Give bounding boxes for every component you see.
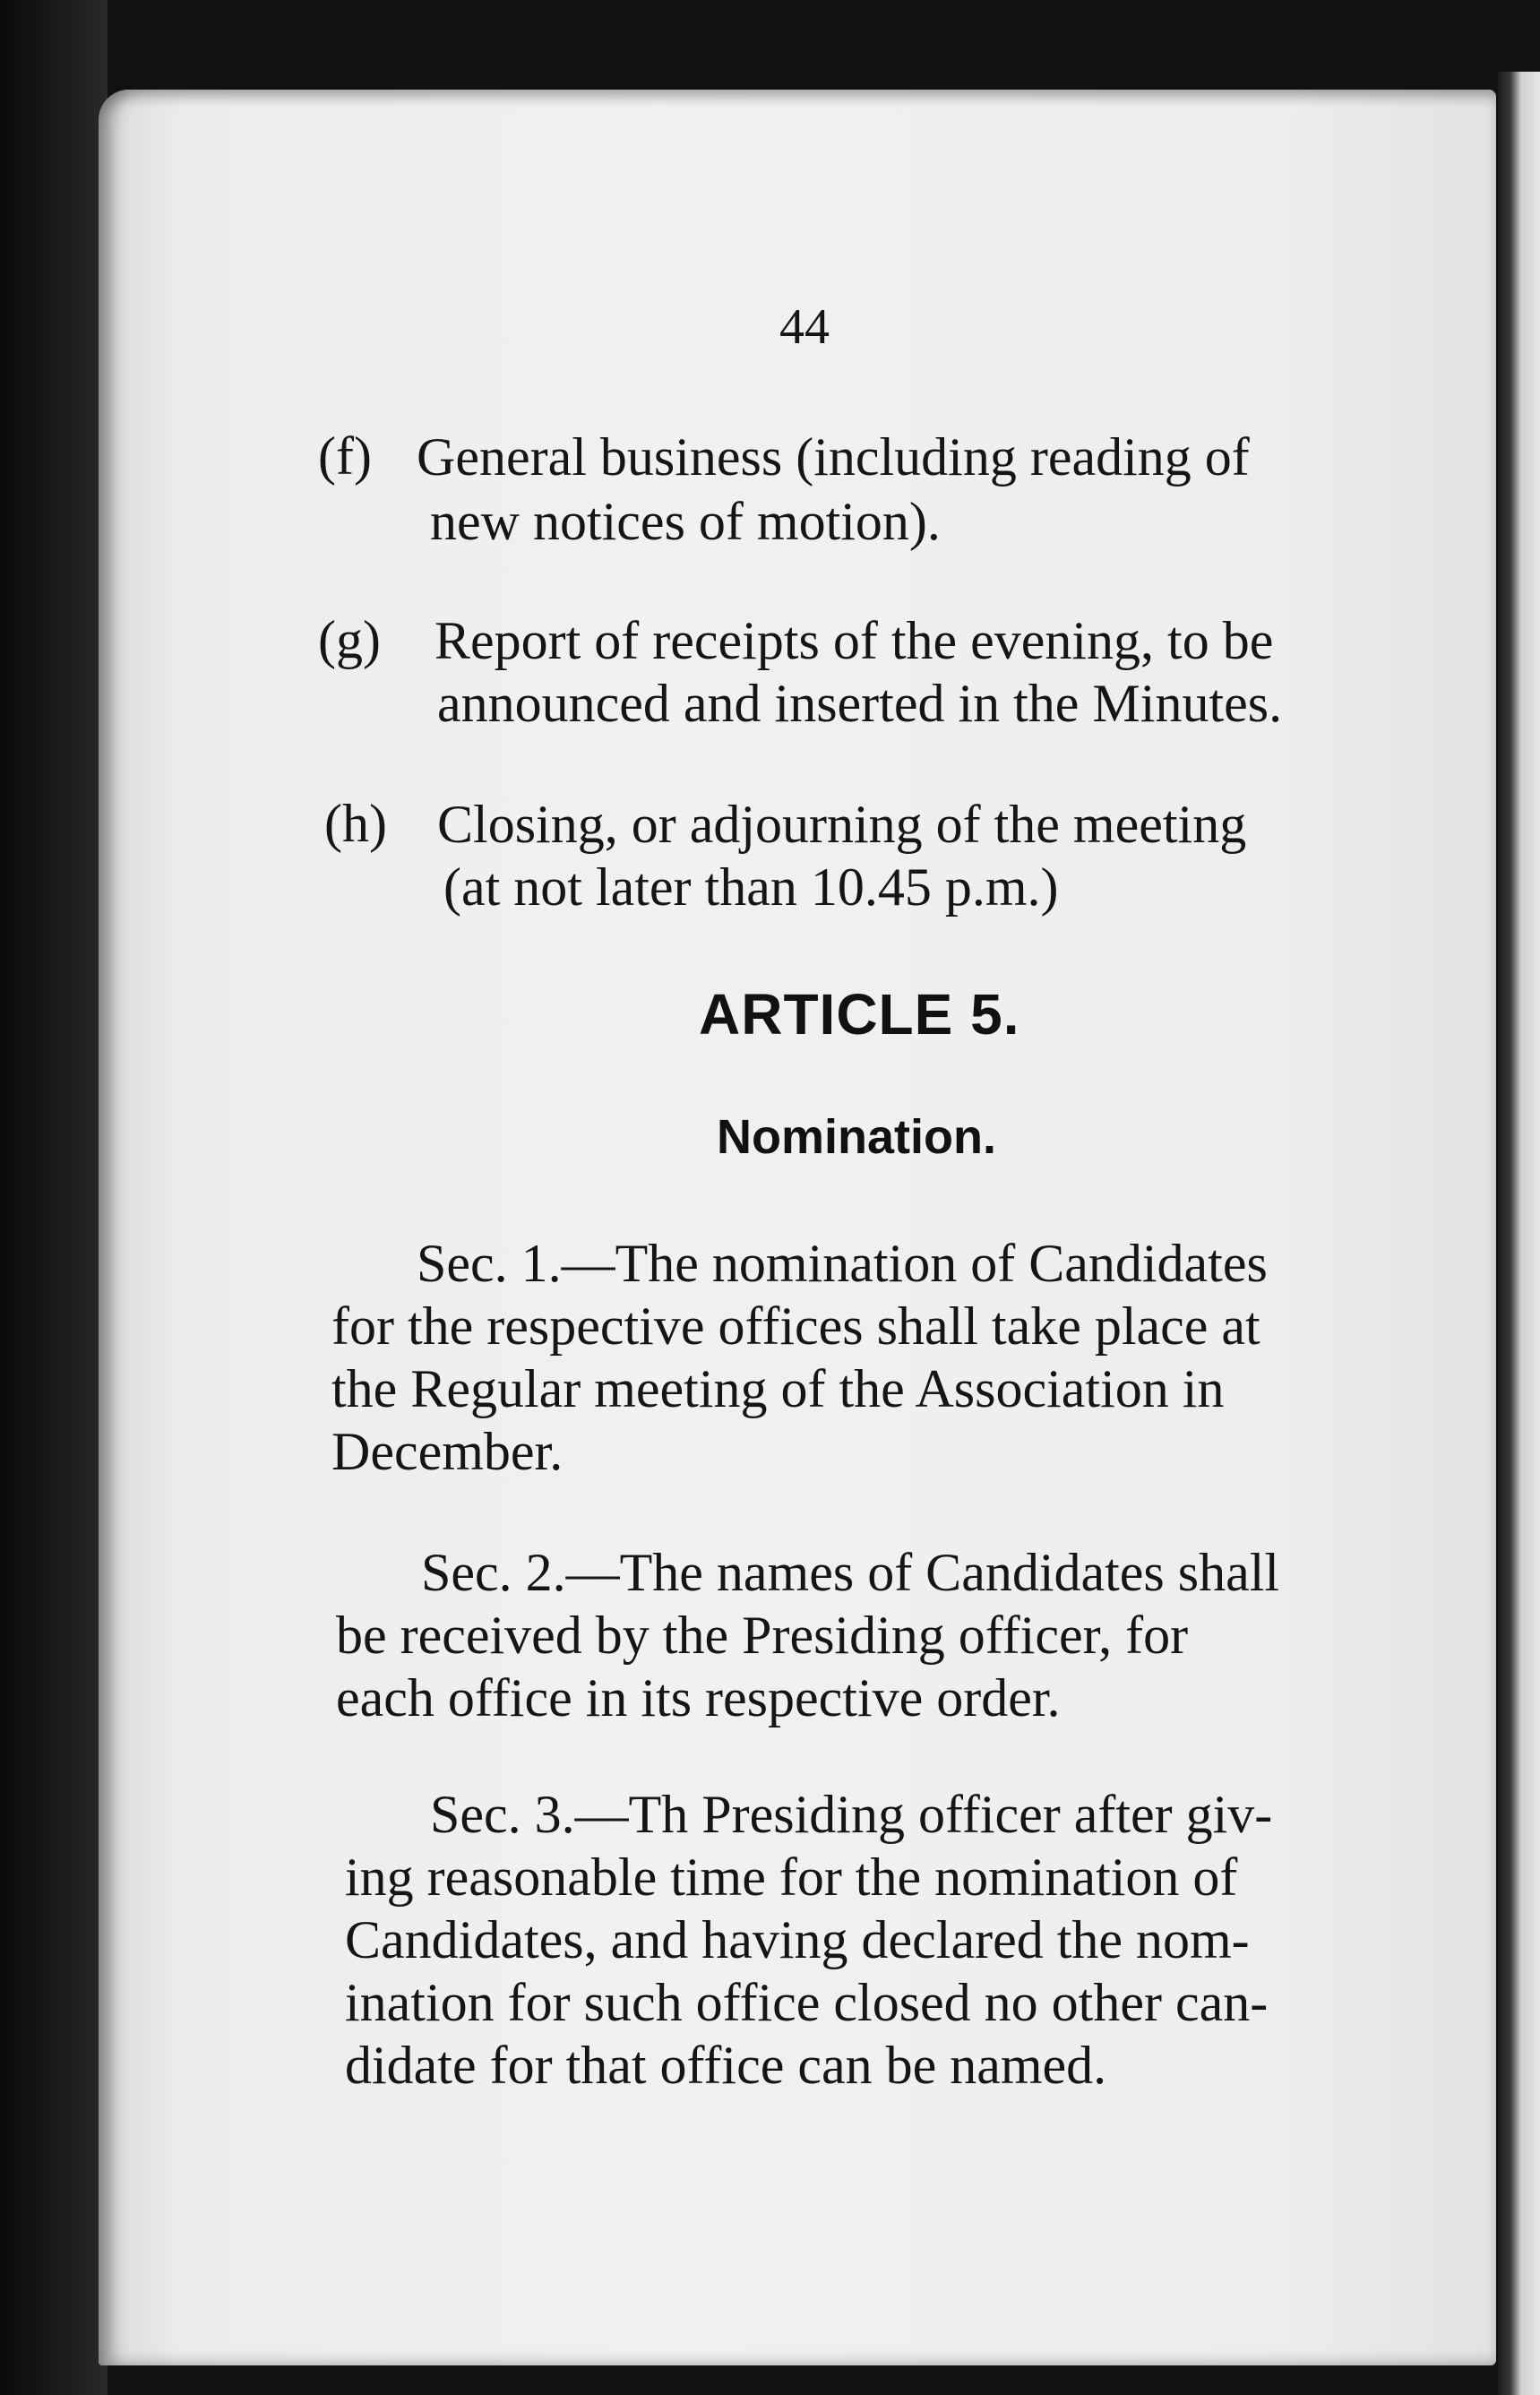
page-number: 44 bbox=[779, 299, 830, 355]
sec-1-line-1: Sec. 1.—The nomination of Candidates bbox=[417, 1234, 1268, 1293]
item-g-line-1: Report of receipts of the evening, to be bbox=[434, 611, 1274, 670]
sec-3-line-5: didate for that office can be named. bbox=[345, 2036, 1107, 2095]
item-h-line-1: Closing, or adjourning of the meeting bbox=[437, 795, 1247, 854]
sec-3-line-1: Sec. 3.—Th Presiding officer after giv- bbox=[430, 1785, 1273, 1844]
sec-1-line-4: December. bbox=[331, 1422, 564, 1481]
item-g-line-2: announced and inserted in the Minutes. bbox=[437, 674, 1283, 733]
sec-3-line-4: ination for such office closed no other can- bbox=[345, 1973, 1269, 2032]
item-marker-h: (h) bbox=[324, 794, 387, 853]
sec-3-line-3: Candidates, and having declared the nom- bbox=[345, 1910, 1250, 1969]
item-h-line-2: (at not later than 10.45 p.m.) bbox=[443, 857, 1059, 917]
item-marker-f: (f) bbox=[318, 426, 372, 486]
sec-1-line-2: for the respective offices shall take place at bbox=[331, 1297, 1260, 1356]
section-heading: Nomination. bbox=[717, 1110, 996, 1164]
sec-3-line-2: ing reasonable time for the nomination of bbox=[345, 1848, 1238, 1907]
adjacent-page-edge bbox=[1498, 72, 1540, 2395]
item-f-line-2: new notices of motion). bbox=[430, 492, 941, 551]
sec-2-line-2: be received by the Presiding officer, for bbox=[336, 1606, 1189, 1665]
item-marker-g: (g) bbox=[318, 610, 381, 669]
sec-2-line-1: Sec. 2.—The names of Candidates shall bbox=[421, 1543, 1280, 1602]
sec-2-line-3: each office in its respective order. bbox=[336, 1668, 1061, 1727]
book-binding-edge bbox=[0, 0, 108, 2395]
item-f-line-1: General business (including reading of bbox=[417, 427, 1250, 487]
article-title: ARTICLE 5. bbox=[699, 982, 1020, 1047]
sec-1-line-3: the Regular meeting of the Association in bbox=[331, 1359, 1225, 1418]
